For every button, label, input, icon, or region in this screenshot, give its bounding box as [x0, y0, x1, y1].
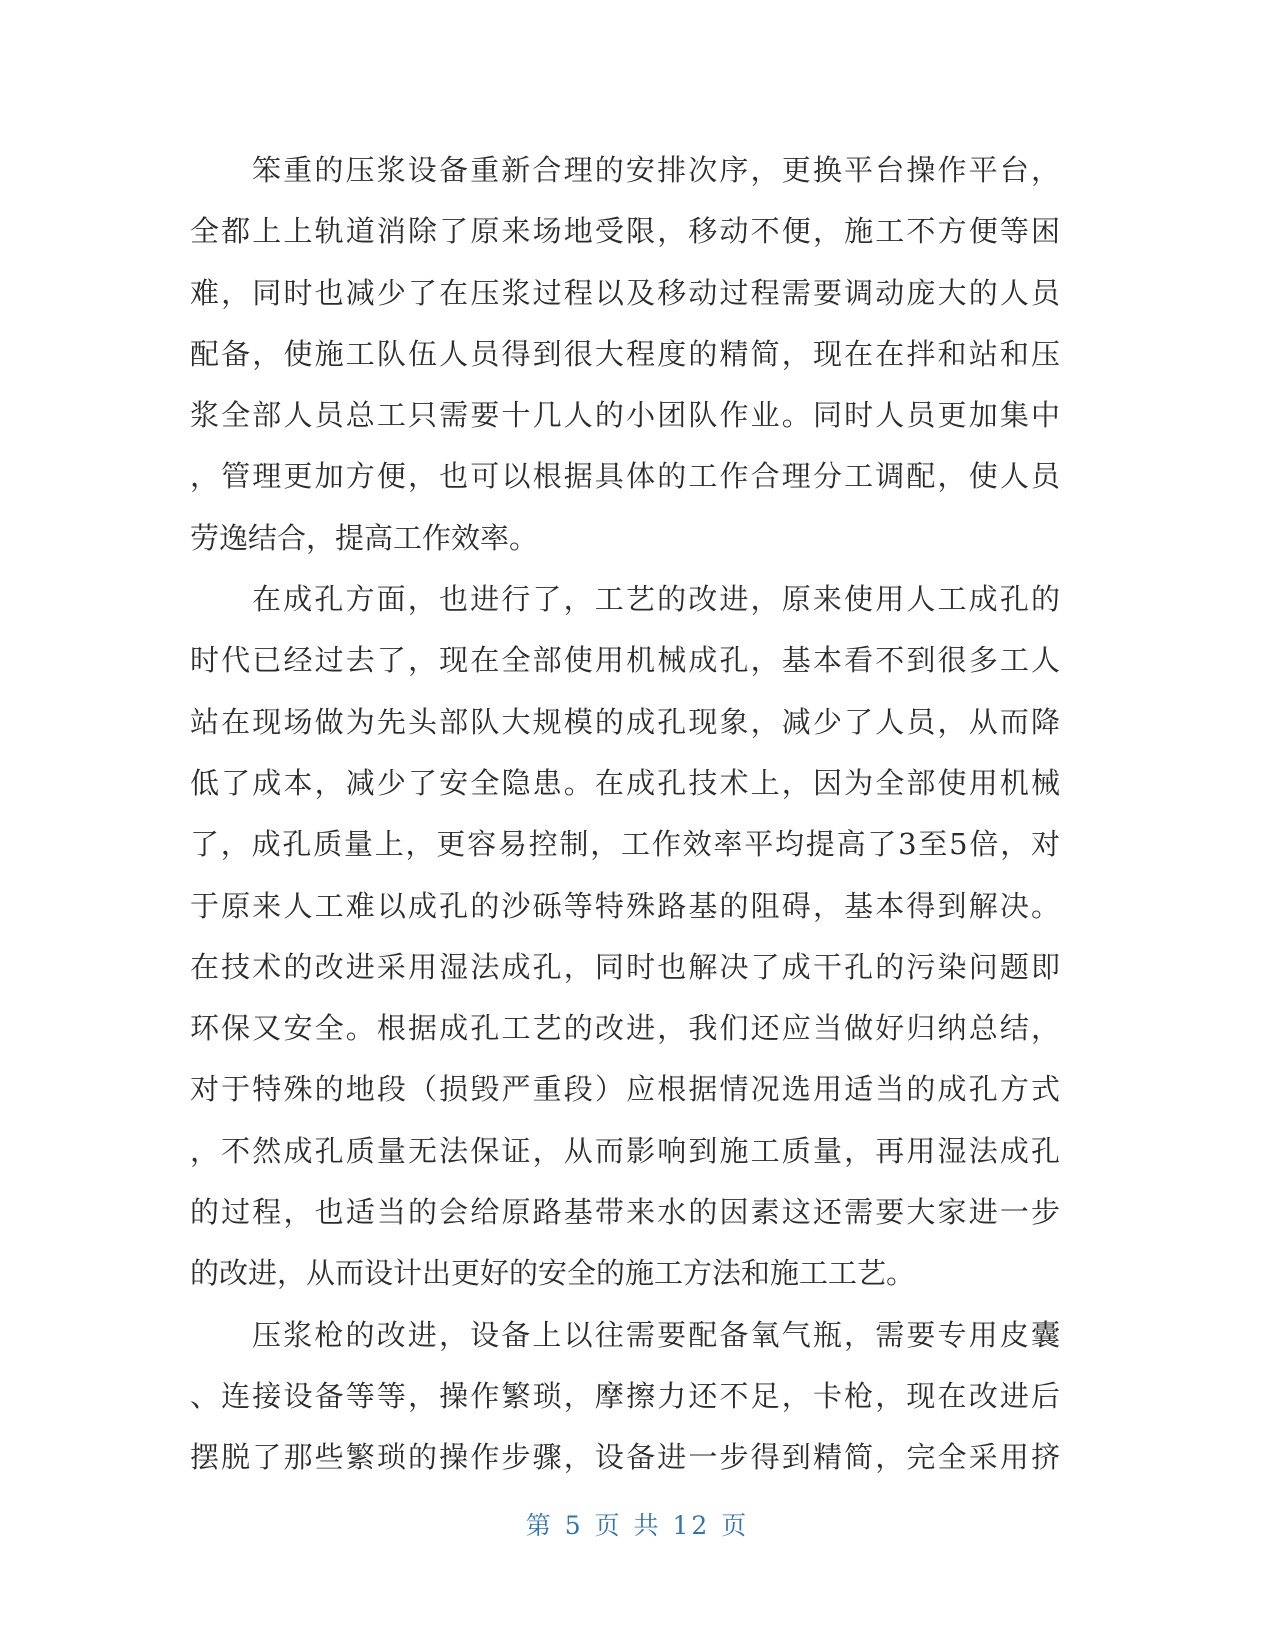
text-line: 摆脱了那些繁琐的操作步骤，设备进一步得到精简，完全采用挤: [190, 1440, 1060, 1475]
paragraph-2: [190, 569, 1060, 1305]
text-line: 时代已经过去了，现在全部使用机械成孔，基本看不到很多工人: [190, 643, 1060, 678]
text-line: 配备，使施工队伍人员得到很大程度的精简，现在在拌和站和压: [190, 336, 1060, 371]
paragraph-1: [190, 140, 1060, 569]
text-line: 对于特殊的地段（损毁严重段）应根据情况选用适当的成孔方式: [190, 1072, 1060, 1107]
text-line: 的过程，也适当的会给原路基带来水的因素这还需要大家进一步: [190, 1195, 1060, 1230]
text-line: 浆全部人员总工只需要十几人的小团队作业。同时人员更加集中: [190, 398, 1060, 433]
text-line: 在技术的改进采用湿法成孔，同时也解决了成干孔的污染问题即: [190, 949, 1060, 984]
text-line: 的改进，从而设计出更好的安全的施工方法和施工工艺。: [190, 1256, 916, 1291]
text-line: 于原来人工难以成孔的沙砾等特殊路基的阻碍，基本得到解决。: [190, 888, 1060, 923]
text-line: ，管理更加方便，也可以根据具体的工作合理分工调配，使人员: [190, 459, 1060, 494]
text-line: 劳逸结合，提高工作效率。: [190, 520, 539, 555]
paragraph-3: [190, 1305, 1060, 1489]
text-line: 低了成本，减少了安全隐患。在成孔技术上，因为全部使用机械: [190, 765, 1060, 800]
document-body: [190, 140, 1060, 1489]
text-line: 全都上上轨道消除了原来场地受限，移动不便，施工不方便等困: [190, 214, 1060, 249]
text-line: ，不然成孔质量无法保证，从而影响到施工质量，再用湿法成孔: [190, 1133, 1060, 1168]
page-number-footer: 第 5 页 共 12 页: [525, 1511, 750, 1540]
text-line: 站在现场做为先头部队大规模的成孔现象，减少了人员，从而降: [190, 704, 1060, 739]
text-line: 难，同时也减少了在压浆过程以及移动过程需要调动庞大的人员: [190, 275, 1060, 310]
text-line: 笨重的压浆设备重新合理的安排次序，更换平台操作平台，: [252, 153, 1060, 187]
text-line: 、连接设备等等，操作繁琐，摩擦力还不足，卡枪，现在改进后: [190, 1378, 1060, 1413]
text-line: 在成孔方面，也进行了，工艺的改进，原来使用人工成孔的: [252, 582, 1060, 617]
text-line: 压浆枪的改进，设备上以往需要配备氧气瓶，需要专用皮囊: [252, 1317, 1060, 1352]
text-line: 了，成孔质量上，更容易控制，工作效率平均提高了3至5倍，对: [190, 827, 1060, 862]
text-line: 环保又安全。根据成孔工艺的改进，我们还应当做好归纳总结，: [190, 1011, 1060, 1046]
